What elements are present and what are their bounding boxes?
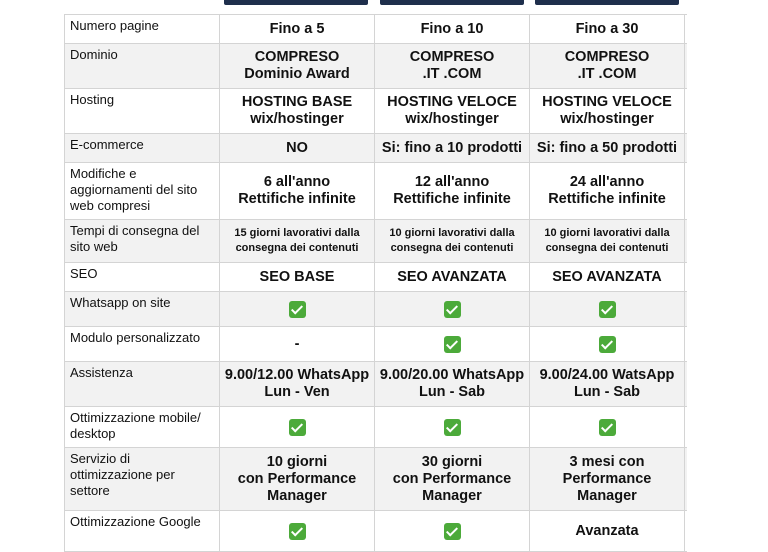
cell-modulo-plan-2 bbox=[375, 327, 530, 361]
cell-mobile-plan-2 bbox=[375, 407, 530, 447]
table-row-ecommerce bbox=[65, 134, 687, 163]
plan-tabs bbox=[0, 0, 768, 6]
cell-line: 30 giorni bbox=[421, 453, 483, 470]
cell-dominio-plan-2 bbox=[375, 44, 530, 88]
cell-mobile-plan-3 bbox=[530, 407, 685, 447]
cell-line: Lun - Ven bbox=[264, 384, 330, 400]
cell-ecommerce-plan-2 bbox=[375, 134, 530, 162]
cell-tempi-plan-3 bbox=[530, 220, 685, 262]
cell-line: 10 giorni bbox=[266, 453, 328, 470]
table-row-tempi bbox=[65, 220, 687, 263]
white-check-mark-icon bbox=[599, 419, 616, 436]
cell-line: Rettifiche infinite bbox=[393, 191, 511, 207]
cell-text: SEO AVANZATA bbox=[552, 268, 662, 285]
cell-text: Fino a 30 bbox=[575, 20, 639, 37]
table-row-modifiche bbox=[65, 163, 687, 220]
table-row-seo bbox=[65, 263, 687, 292]
cell-header-plan-2 bbox=[375, 15, 530, 43]
row-label-modulo: Modulo personalizzato bbox=[65, 327, 220, 361]
cell-assistenza-plan-1 bbox=[220, 362, 375, 406]
cell-line: Lun - Sab bbox=[573, 384, 641, 400]
cell-line: 6 all'anno bbox=[263, 174, 331, 190]
white-check-mark-icon bbox=[599, 336, 616, 353]
cell-line: Rettifiche infinite bbox=[548, 191, 666, 207]
row-label-tempi: Tempi di consegna del sito web bbox=[65, 220, 220, 262]
row-label-last: Ottimizzazione Google bbox=[65, 511, 220, 551]
white-check-mark-icon bbox=[289, 523, 306, 540]
plan-tab-2[interactable] bbox=[380, 0, 524, 5]
cell-line: wix/hostinger bbox=[560, 111, 654, 127]
white-check-mark-icon bbox=[289, 419, 306, 436]
table-row-last bbox=[65, 511, 687, 552]
table-row-header bbox=[65, 14, 687, 44]
white-check-mark-icon bbox=[444, 419, 461, 436]
plan-tab-3[interactable] bbox=[535, 0, 679, 5]
cell-modifiche-plan-2 bbox=[375, 163, 530, 219]
cell-mobile-plan-1 bbox=[220, 407, 375, 447]
cell-servizio-plan-1 bbox=[220, 448, 375, 510]
row-label-assistenza: Assistenza bbox=[65, 362, 220, 406]
cell-line: consegna dei contenuti bbox=[235, 242, 359, 254]
row-label-whatsapp: Whatsapp on site bbox=[65, 292, 220, 326]
cell-last-plan-3 bbox=[530, 511, 685, 551]
cell-line: COMPRESO bbox=[254, 49, 340, 65]
cell-last-plan-1 bbox=[220, 511, 375, 551]
cell-line: COMPRESO bbox=[564, 49, 650, 65]
cell-line: HOSTING VELOCE bbox=[387, 94, 517, 110]
cell-hosting-plan-3 bbox=[530, 89, 685, 133]
cell-text: Si: fino a 50 prodotti bbox=[536, 139, 678, 156]
white-check-mark-icon bbox=[444, 301, 461, 318]
cell-line: Manager bbox=[577, 487, 637, 504]
cell-text: SEO BASE bbox=[259, 268, 335, 285]
cell-text: - bbox=[294, 335, 300, 352]
cell-line: Dominio Award bbox=[244, 66, 350, 82]
cell-assistenza-plan-3 bbox=[530, 362, 685, 406]
row-label-mobile: Ottimizzazione mobile/ desktop bbox=[65, 407, 220, 447]
comparison-table bbox=[64, 14, 687, 552]
table-row-servizio bbox=[65, 448, 687, 511]
cell-text: NO bbox=[286, 139, 308, 156]
cell-assistenza-plan-2 bbox=[375, 362, 530, 406]
cell-ecommerce-plan-3 bbox=[530, 134, 685, 162]
cell-modifiche-plan-1 bbox=[220, 163, 375, 219]
cell-hosting-plan-1 bbox=[220, 89, 375, 133]
cell-line: .IT .COM bbox=[422, 66, 482, 82]
white-check-mark-icon bbox=[444, 523, 461, 540]
cell-line: wix/hostinger bbox=[250, 111, 344, 127]
cell-line: Manager bbox=[267, 487, 327, 504]
cell-line: 12 all'anno bbox=[414, 174, 490, 190]
table-row-modulo bbox=[65, 327, 687, 362]
cell-line: 9.00/12.00 WhatsApp bbox=[224, 367, 370, 383]
row-label-header: Numero pagine bbox=[65, 15, 220, 43]
cell-seo-plan-3 bbox=[530, 263, 685, 291]
cell-line: HOSTING BASE bbox=[241, 94, 353, 110]
cell-header-plan-1 bbox=[220, 15, 375, 43]
cell-line: Manager bbox=[422, 487, 482, 504]
cell-line: 3 mesi con bbox=[569, 453, 645, 470]
row-label-modifiche: Modifiche e aggiornamenti del sito web compresi bbox=[65, 163, 220, 219]
cell-servizio-plan-3 bbox=[530, 448, 685, 510]
table-row-assistenza bbox=[65, 362, 687, 407]
row-label-hosting: Hosting bbox=[65, 89, 220, 133]
cell-line: 9.00/24.00 WatsApp bbox=[539, 367, 675, 383]
cell-whatsapp-plan-2 bbox=[375, 292, 530, 326]
cell-ecommerce-plan-1 bbox=[220, 134, 375, 162]
cell-text: Avanzata bbox=[575, 522, 639, 539]
table-row-hosting bbox=[65, 89, 687, 134]
cell-modifiche-plan-3 bbox=[530, 163, 685, 219]
cell-header-plan-3 bbox=[530, 15, 685, 43]
white-check-mark-icon bbox=[444, 336, 461, 353]
cell-line: 10 giorni lavorativi dalla bbox=[389, 227, 515, 239]
cell-last-plan-2 bbox=[375, 511, 530, 551]
cell-line: 24 all'anno bbox=[569, 174, 645, 190]
plan-tab-1[interactable] bbox=[224, 0, 368, 5]
cell-hosting-plan-2 bbox=[375, 89, 530, 133]
cell-line: HOSTING VELOCE bbox=[542, 94, 672, 110]
cell-seo-plan-1 bbox=[220, 263, 375, 291]
cell-whatsapp-plan-3 bbox=[530, 292, 685, 326]
white-check-mark-icon bbox=[599, 301, 616, 318]
cell-line: consegna dei contenuti bbox=[545, 242, 669, 254]
cell-line: con Performance bbox=[237, 470, 357, 487]
cell-modulo-plan-1 bbox=[220, 327, 375, 361]
cell-servizio-plan-2 bbox=[375, 448, 530, 510]
table-row-dominio bbox=[65, 44, 687, 89]
cell-line: COMPRESO bbox=[409, 49, 495, 65]
cell-line: Performance bbox=[562, 470, 652, 487]
cell-line: wix/hostinger bbox=[405, 111, 499, 127]
cell-line: .IT .COM bbox=[577, 66, 637, 82]
cell-modulo-plan-3 bbox=[530, 327, 685, 361]
row-label-dominio: Dominio bbox=[65, 44, 220, 88]
table-row-mobile bbox=[65, 407, 687, 448]
white-check-mark-icon bbox=[289, 301, 306, 318]
row-label-servizio: Servizio di ottimizzazione per settore bbox=[65, 448, 220, 510]
row-label-seo: SEO bbox=[65, 263, 220, 291]
row-label-ecommerce: E-commerce bbox=[65, 134, 220, 162]
cell-whatsapp-plan-1 bbox=[220, 292, 375, 326]
cell-line: 10 giorni lavorativi dalla bbox=[544, 227, 670, 239]
cell-line: 15 giorni lavorativi dalla bbox=[234, 227, 360, 239]
cell-dominio-plan-1 bbox=[220, 44, 375, 88]
cell-tempi-plan-2 bbox=[375, 220, 530, 262]
cell-text: Si: fino a 10 prodotti bbox=[381, 139, 523, 156]
cell-dominio-plan-3 bbox=[530, 44, 685, 88]
cell-line: con Performance bbox=[392, 470, 512, 487]
cell-text: Fino a 10 bbox=[420, 20, 484, 37]
cell-text: SEO AVANZATA bbox=[397, 268, 507, 285]
cell-tempi-plan-1 bbox=[220, 220, 375, 262]
table-row-whatsapp bbox=[65, 292, 687, 327]
cell-text: Fino a 5 bbox=[269, 20, 325, 37]
cell-line: Rettifiche infinite bbox=[238, 191, 356, 207]
cell-seo-plan-2 bbox=[375, 263, 530, 291]
cell-line: Lun - Sab bbox=[418, 384, 486, 400]
cell-line: consegna dei contenuti bbox=[390, 242, 514, 254]
cell-line: 9.00/20.00 WhatsApp bbox=[379, 367, 525, 383]
